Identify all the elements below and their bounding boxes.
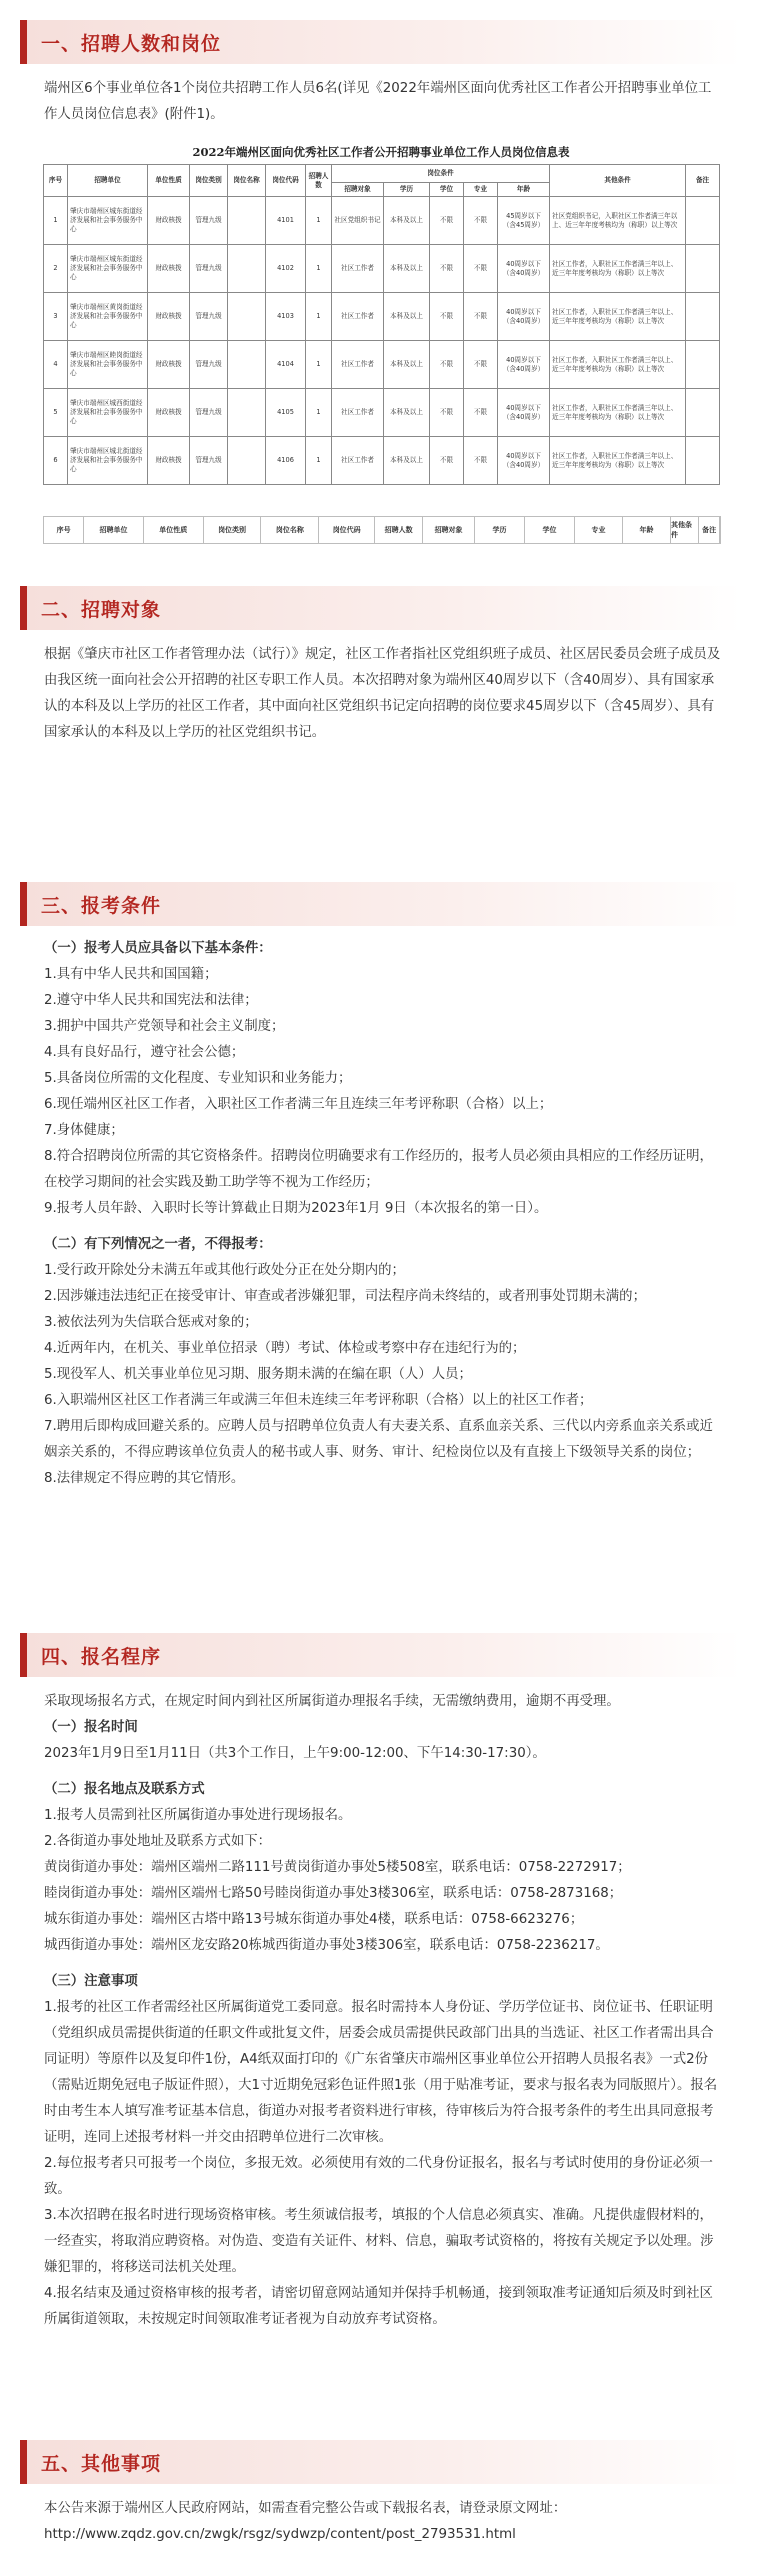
table-cell: 本科及以上 bbox=[384, 197, 430, 245]
table-header: 岗位类别 bbox=[190, 165, 228, 197]
table-cell: 财政核拨 bbox=[148, 245, 190, 293]
table-cell bbox=[228, 389, 266, 437]
table-cell: 40周岁以下（含40周岁） bbox=[498, 437, 550, 485]
list-item: 睦岗街道办事处：端州区端州七路50号睦岗街道办事处3楼306室，联系电话：0758-2873168； bbox=[44, 1886, 623, 1901]
list-item: 1.具有中华人民共和国国籍； bbox=[44, 967, 218, 982]
table-cell: 不限 bbox=[430, 245, 464, 293]
table-cell: 管理九级 bbox=[190, 341, 228, 389]
table-cell: 本科及以上 bbox=[384, 245, 430, 293]
list-item: 1.受行政开除处分未满五年或其他行政处分正在处分期内的； bbox=[44, 1263, 405, 1278]
list-item: 7.聘用后即构成回避关系的。应聘人员与招聘单位负责人有夫妻关系、直系血亲关系、三代以内旁系血亲关系或近姻亲关系的，不得应聘该单位负责人的秘书或人事、财务、审计、纪检岗位以及有直接上下级领导关系的岗位； bbox=[44, 1419, 713, 1460]
subheading: （二）报名地点及联系方式 bbox=[44, 1782, 205, 1797]
paragraph: 采取现场报名方式，在规定时间内到社区所属街道办理报名手续，无需缴纳费用，逾期不再受理。 bbox=[44, 1694, 620, 1709]
table-subheader: 专业 bbox=[464, 183, 498, 197]
table-cell: 不限 bbox=[464, 389, 498, 437]
table-cell: 本科及以上 bbox=[384, 389, 430, 437]
table-row bbox=[44, 389, 720, 437]
list-item: 城西街道办事处：端州区龙安路20栋城西街道办事处3楼306室，联系电话：0758-2236217。 bbox=[44, 1938, 609, 1953]
table-cell bbox=[686, 245, 720, 293]
subheading: （二）有下列情况之一者，不得报考： bbox=[44, 1237, 272, 1252]
table-cell bbox=[686, 293, 720, 341]
list-item: 5.现役军人、机关事业单位见习期、服务期未满的在编在职（人）人员； bbox=[44, 1367, 472, 1382]
table-cell: 财政核拨 bbox=[148, 197, 190, 245]
section-title: 五、其他事项 bbox=[41, 2452, 162, 2475]
list-item: 1.报考的社区工作者需经社区所属街道党工委同意。报名时需持本人身份证、学历学位证书、岗位证书、任职证明（党组织成员需提供街道的任职文件或批复文件，居委会成员需提供民政部门出具的当选证、社区工作者需出具合同证明）等原件以及复印件1份，A4纸双面打印的《广东省肇庆市端州区事业单位公开招聘人员报名表》一式2份（需贴近期免冠电子版证件照），大1寸近期免冠彩色证件照1张（用于贴准考证，要求与报名表为同版照片）。报名时由考生本人填写准考证基本信息，街道办对报考者资料进行审核，待审核后为符合报考条件的考生出具同意报考证明，连同上述报考材料一并交由招聘单位进行二次审核。 bbox=[44, 2000, 718, 2145]
subheading: （三）注意事项 bbox=[44, 1974, 138, 1989]
table-row bbox=[44, 197, 720, 245]
table-header-cell: 学历 bbox=[475, 517, 525, 543]
list-item: 8.符合招聘岗位所需的其它资格条件。招聘岗位明确要求有工作经历的，报考人员必须由具相应的工作经历证明，在校学习期间的社会实践及勤工助学等不视为工作经历； bbox=[44, 1149, 713, 1190]
table-cell: 肇庆市端州区城东街道经济发展和社会事务服务中心 bbox=[68, 245, 148, 293]
table-cell: 社区工作者，入职社区工作者满三年以上、近三年年度考核均为（称职）以上等次 bbox=[550, 293, 686, 341]
table-cell: 管理九级 bbox=[190, 293, 228, 341]
table-cell: 本科及以上 bbox=[384, 341, 430, 389]
table-header: 岗位条件 bbox=[332, 165, 550, 183]
table-header-cell: 备注 bbox=[699, 517, 720, 543]
table-header-cell: 岗位名称 bbox=[261, 517, 319, 543]
table-cell: 不限 bbox=[430, 437, 464, 485]
section-title: 一、招聘人数和岗位 bbox=[41, 32, 222, 55]
table-cell: 肇庆市端州区城东街道经济发展和社会事务服务中心 bbox=[68, 197, 148, 245]
table-header-cell: 年龄 bbox=[623, 517, 671, 543]
section-recruitment-positions bbox=[20, 20, 742, 128]
table-cell bbox=[228, 293, 266, 341]
table-cell: 社区工作者，入职社区工作者满三年以上、近三年年度考核均为（称职）以上等次 bbox=[550, 245, 686, 293]
table-cell: 1 bbox=[306, 245, 332, 293]
table-cell bbox=[228, 245, 266, 293]
table-header: 其他条件 bbox=[550, 165, 686, 197]
table-cell: 1 bbox=[306, 293, 332, 341]
section-title: 三、报考条件 bbox=[41, 894, 162, 917]
table-cell: 1 bbox=[306, 197, 332, 245]
table-cell: 社区工作者 bbox=[332, 245, 384, 293]
paragraph: 端州区6个事业单位各1个岗位共招聘工作人员6名(详见《2022年端州区面向优秀社区工作者公开招聘事业单位工作人员岗位信息表》(附件1)。 bbox=[44, 81, 712, 122]
table-header: 岗位代码 bbox=[266, 165, 306, 197]
table-cell: 3 bbox=[44, 293, 68, 341]
table-cell: 管理九级 bbox=[190, 437, 228, 485]
table-cell bbox=[686, 437, 720, 485]
table-cell: 2 bbox=[44, 245, 68, 293]
table-header-cell: 岗位代码 bbox=[319, 517, 375, 543]
table-row bbox=[44, 245, 720, 293]
list-item: 6.现任端州区社区工作者，入职社区工作者满三年且连续三年考评称职（合格）以上； bbox=[44, 1097, 553, 1112]
table-header-cell: 岗位类别 bbox=[204, 517, 262, 543]
table-cell: 财政核拨 bbox=[148, 437, 190, 485]
section-requirements bbox=[20, 882, 742, 1492]
section-heading bbox=[20, 1633, 742, 1677]
table-cell: 管理九级 bbox=[190, 245, 228, 293]
list-item: 4.报名结束及通过资格审核的报考者，请密切留意网站通知并保持手机畅通，接到领取准考证通知后须及时到社区所属街道领取，未按规定时间领取准考证者视为自动放弃考试资格。 bbox=[44, 2286, 713, 2327]
table-cell: 社区工作者 bbox=[332, 341, 384, 389]
table-cell: 4105 bbox=[266, 389, 306, 437]
table-cell: 不限 bbox=[430, 197, 464, 245]
table-cell: 4101 bbox=[266, 197, 306, 245]
table-cell: 不限 bbox=[430, 341, 464, 389]
table-header: 序号 bbox=[44, 165, 68, 197]
table-cell: 4104 bbox=[266, 341, 306, 389]
table-cell bbox=[686, 197, 720, 245]
table-cell: 1 bbox=[44, 197, 68, 245]
list-item: 3.拥护中国共产党领导和社会主义制度； bbox=[44, 1019, 285, 1034]
table-cell: 1 bbox=[306, 437, 332, 485]
table-subheader: 年龄 bbox=[498, 183, 550, 197]
table-cell: 不限 bbox=[464, 293, 498, 341]
table-cell: 本科及以上 bbox=[384, 437, 430, 485]
table-cell bbox=[686, 341, 720, 389]
paragraph: 根据《肇庆市社区工作者管理办法（试行）》规定，社区工作者指社区党组织班子成员、社区居民委员会班子成员及由我区统一面向社会公开招聘的社区专职工作人员。本次招聘对象为端州区40周岁以下（含40周岁）、具有国家承认的本科及以上学历的社区工作者，其中面向社区党组织书记定向招聘的岗位要求45周岁以下（含45周岁）、具有国家承认的本科及以上学历的社区党组织书记。 bbox=[44, 647, 721, 740]
list-item: 7.身体健康； bbox=[44, 1123, 124, 1138]
table-cell: 社区党组织书记，入职社区工作者满三年以上、近三年年度考核均为（称职）以上等次 bbox=[550, 197, 686, 245]
table-cell: 不限 bbox=[464, 197, 498, 245]
table-cell: 40周岁以下（含40周岁） bbox=[498, 293, 550, 341]
table-header-cell: 招聘人数 bbox=[375, 517, 423, 543]
table-cell: 社区工作者 bbox=[332, 389, 384, 437]
table-cell: 肇庆市端州区睦岗街道经济发展和社会事务服务中心 bbox=[68, 341, 148, 389]
section-heading bbox=[20, 882, 742, 926]
table-header: 招聘单位 bbox=[68, 165, 148, 197]
table-cell: 不限 bbox=[464, 437, 498, 485]
table-cell: 本科及以上 bbox=[384, 293, 430, 341]
list-item: 9.报考人员年龄、入职时长等计算截止日期为2023年1月 9日（本次报名的第一日）。 bbox=[44, 1201, 548, 1216]
position-table bbox=[43, 140, 719, 485]
table-header-repeat bbox=[43, 516, 721, 544]
list-item: 5.具备岗位所需的文化程度、专业知识和业务能力； bbox=[44, 1071, 352, 1086]
table-cell: 财政核拨 bbox=[148, 389, 190, 437]
table-cell bbox=[228, 437, 266, 485]
paragraph: 2023年1月9日至1月11日（共3个工作日，上午9:00-12:00、下午14:30-17:30）。 bbox=[44, 1746, 546, 1761]
table-cell: 45周岁以下（含45周岁） bbox=[498, 197, 550, 245]
list-item: 4.具有良好品行，遵守社会公德； bbox=[44, 1045, 245, 1060]
table-cell: 6 bbox=[44, 437, 68, 485]
table-cell: 社区工作者 bbox=[332, 437, 384, 485]
table-cell: 1 bbox=[306, 341, 332, 389]
table-cell: 不限 bbox=[464, 341, 498, 389]
section-other bbox=[20, 2440, 742, 2548]
table-header-cell: 单位性质 bbox=[144, 517, 204, 543]
table-cell bbox=[228, 197, 266, 245]
table bbox=[43, 164, 720, 485]
table-cell: 社区党组织书记 bbox=[332, 197, 384, 245]
table-cell: 肇庆市端州区黄岗街道经济发展和社会事务服务中心 bbox=[68, 293, 148, 341]
table-cell: 不限 bbox=[464, 245, 498, 293]
table-row bbox=[44, 293, 720, 341]
table-cell bbox=[686, 389, 720, 437]
table-cell: 不限 bbox=[430, 389, 464, 437]
table-cell: 财政核拨 bbox=[148, 293, 190, 341]
list-item: 2.各街道办事处地址及联系方式如下： bbox=[44, 1834, 272, 1849]
section-recruitment-targets bbox=[20, 586, 742, 746]
table-title: 2022年端州区面向优秀社区工作者公开招聘事业单位工作人员岗位信息表 bbox=[192, 145, 570, 159]
list-item: 黄岗街道办事处：端州区端州二路111号黄岗街道办事处5楼508室，联系电话：0758-2272917； bbox=[44, 1860, 631, 1875]
list-item: 3.被依法列为失信联合惩戒对象的； bbox=[44, 1315, 258, 1330]
table-cell bbox=[228, 341, 266, 389]
list-item: 8.法律规定不得应聘的其它情形。 bbox=[44, 1471, 245, 1486]
table-cell: 社区工作者，入职社区工作者满三年以上、近三年年度考核均为（称职）以上等次 bbox=[550, 341, 686, 389]
table-cell: 4102 bbox=[266, 245, 306, 293]
section-title: 四、报名程序 bbox=[41, 1645, 162, 1668]
table-header: 岗位名称 bbox=[228, 165, 266, 197]
table-cell: 40周岁以下（含40周岁） bbox=[498, 245, 550, 293]
table-cell: 管理九级 bbox=[190, 197, 228, 245]
table-header-cell: 招聘单位 bbox=[84, 517, 144, 543]
table-subheader: 学位 bbox=[430, 183, 464, 197]
table-cell: 不限 bbox=[430, 293, 464, 341]
section-heading bbox=[20, 20, 742, 64]
list-item: 6.入职端州区社区工作者满三年或满三年但未连续三年考评称职（合格）以上的社区工作者； bbox=[44, 1393, 593, 1408]
table-header: 招聘人数 bbox=[306, 165, 332, 197]
table-header-cell: 招聘对象 bbox=[423, 517, 475, 543]
subheading: （一）报名时间 bbox=[44, 1720, 138, 1735]
table-cell: 社区工作者 bbox=[332, 293, 384, 341]
table-cell: 40周岁以下（含40周岁） bbox=[498, 341, 550, 389]
table-cell: 4 bbox=[44, 341, 68, 389]
section-title: 二、招聘对象 bbox=[41, 598, 162, 621]
table-cell: 4106 bbox=[266, 437, 306, 485]
table-header: 单位性质 bbox=[148, 165, 190, 197]
table-subheader: 招聘对象 bbox=[332, 183, 384, 197]
paragraph: 本公告来源于端州区人民政府网站，如需查看完整公告或下载报名表，请登录原文网址：http://www.zqdz.gov.cn/zwgk/rsgz/sydwzp/content/post_2793531.html bbox=[44, 2501, 567, 2542]
table-cell: 社区工作者，入职社区工作者满三年以上、近三年年度考核均为（称职）以上等次 bbox=[550, 437, 686, 485]
table-header-cell: 学位 bbox=[525, 517, 575, 543]
section-registration bbox=[20, 1633, 742, 2333]
table-cell: 40周岁以下（含40周岁） bbox=[498, 389, 550, 437]
list-item: 城东街道办事处：端州区古塔中路13号城东街道办事处4楼，联系电话：0758-6623276； bbox=[44, 1912, 584, 1927]
table-cell: 管理九级 bbox=[190, 389, 228, 437]
list-item: 2.每位报考者只可报考一个岗位，多报无效。必须使用有效的二代身份证报名，报名与考试时使用的身份证必须一致。 bbox=[44, 2156, 713, 2197]
section-heading bbox=[20, 586, 742, 630]
table-header: 备注 bbox=[686, 165, 720, 197]
table-header-cell: 专业 bbox=[575, 517, 623, 543]
section-heading bbox=[20, 2440, 742, 2484]
table-cell: 5 bbox=[44, 389, 68, 437]
table-cell: 社区工作者，入职社区工作者满三年以上、近三年年度考核均为（称职）以上等次 bbox=[550, 389, 686, 437]
table-cell: 肇庆市端州区城北街道经济发展和社会事务服务中心 bbox=[68, 437, 148, 485]
table-row bbox=[44, 437, 720, 485]
table-cell: 肇庆市端州区城西街道经济发展和社会事务服务中心 bbox=[68, 389, 148, 437]
list-item: 4.近两年内，在机关、事业单位招录（聘）考试、体检或考察中存在违纪行为的； bbox=[44, 1341, 526, 1356]
table-header-cell: 序号 bbox=[44, 517, 84, 543]
list-item: 2.因涉嫌违法违纪正在接受审计、审查或者涉嫌犯罪，司法程序尚未终结的，或者刑事处罚期未满的； bbox=[44, 1289, 646, 1304]
list-item: 2.遵守中华人民共和国宪法和法律； bbox=[44, 993, 258, 1008]
table-cell: 4103 bbox=[266, 293, 306, 341]
list-item: 1.报考人员需到社区所属街道办事处进行现场报名。 bbox=[44, 1808, 352, 1823]
table-subheader: 学历 bbox=[384, 183, 430, 197]
table-header-cell: 其他条件 bbox=[671, 517, 699, 543]
table-row bbox=[44, 341, 720, 389]
table-cell: 1 bbox=[306, 389, 332, 437]
list-item: 3.本次招聘在报名时进行现场资格审核。考生须诚信报考，填报的个人信息必须真实、准确。凡提供虚假材料的，一经查实，将取消应聘资格。对伪造、变造有关证件、材料、信息，骗取考试资格的，将按有关规定予以处理。涉嫌犯罪的，将移送司法机关处理。 bbox=[44, 2208, 714, 2275]
subheading: （一）报考人员应具备以下基本条件： bbox=[44, 941, 272, 956]
table-cell: 财政核拨 bbox=[148, 341, 190, 389]
